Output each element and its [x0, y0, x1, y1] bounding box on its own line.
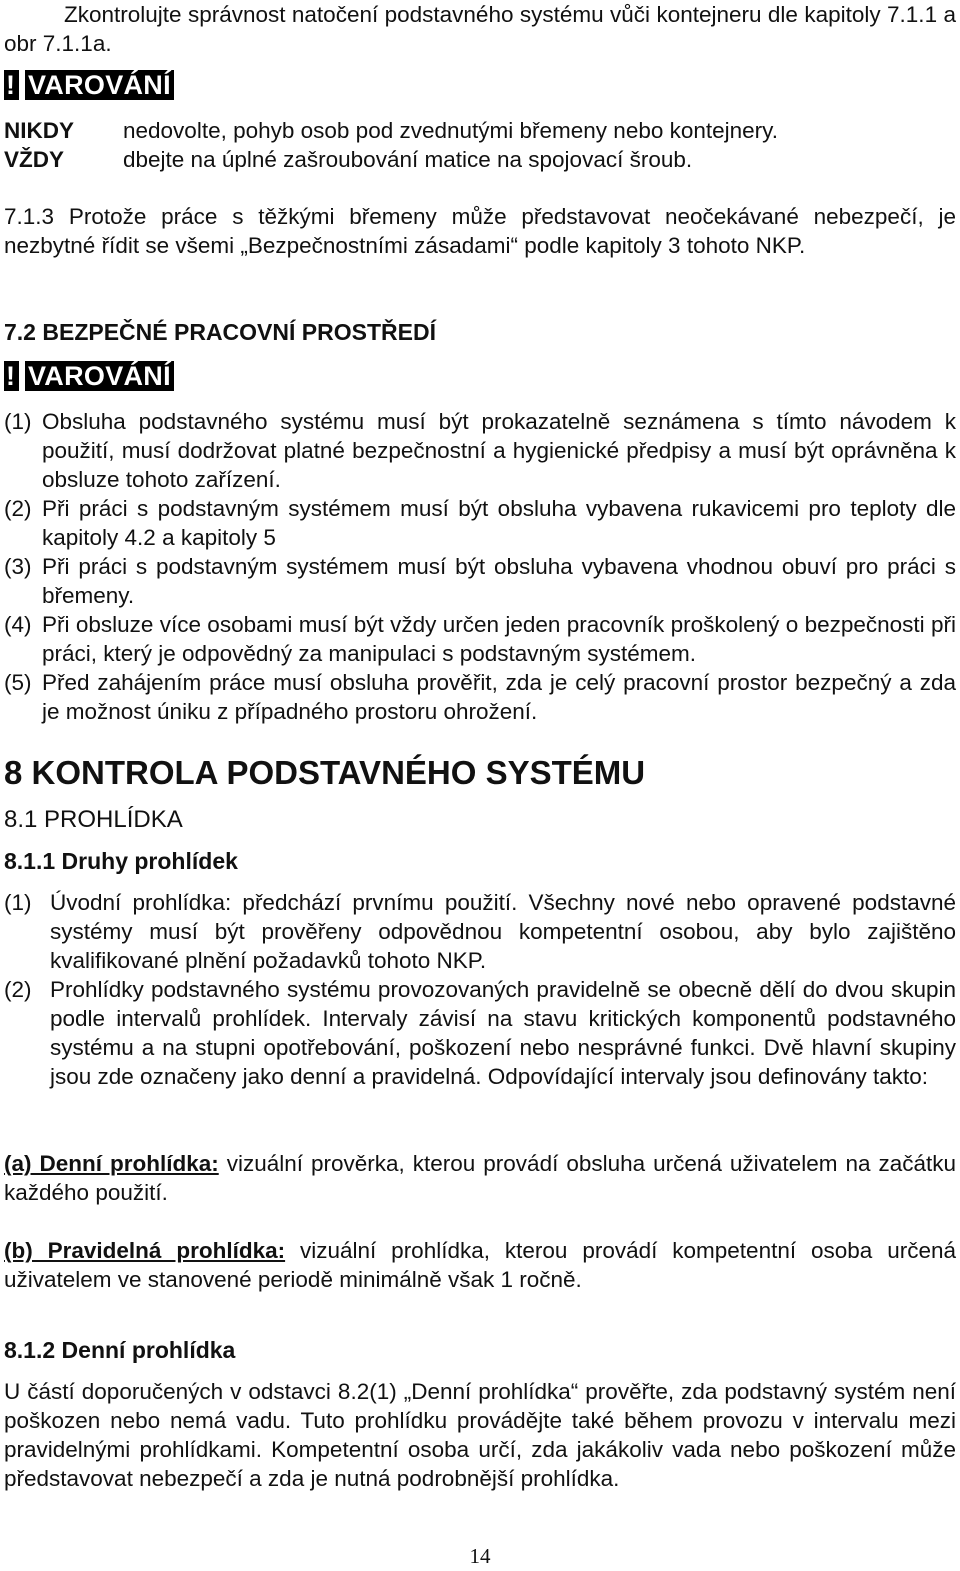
section-heading-7-2: 7.2 BEZPEČNÉ PRACOVNÍ PROSTŘEDÍ: [4, 319, 436, 345]
warning-row-key: VŽDY: [4, 147, 65, 172]
subsection-heading-8-1-2: 8.1.2 Denní prohlídka: [4, 1337, 236, 1363]
list-item-text: Při obsluze více osobami musí být vždy určen jeden pracovník proškolený o bezpečnosti při práci, který je odpovědný za manipulaci s podstavným systémem.: [42, 612, 956, 666]
warning-banner: [4, 68, 174, 102]
list-item-number: (2): [4, 496, 32, 521]
warning-exclamation-icon: !: [4, 70, 19, 100]
list-item-number: (3): [4, 554, 32, 579]
warning-row-text: dbejte na úplné zašroubování matice na spojovací šroub.: [123, 147, 693, 172]
subsection-heading-8-1-1: 8.1.1 Druhy prohlídek: [4, 848, 238, 874]
list-item-text: Prohlídky podstavného systému provozovaných pravidelně se obecně dělí do dvou skupin podle intervalů prohlídek. Intervaly závisí na stavu kritických komponentů podstavného systému a na stupni opotřebování, poškození nebo nesprávné funkci. Dvě hlavní skupiny jsou zde označeny jako denní a pravidelná. Odpovídající intervaly jsou definovány takto:: [50, 977, 956, 1089]
warning-label: VAROVÁNÍ: [25, 70, 174, 100]
list-item: [4, 407, 956, 494]
list-item-text: Při práci s podstavným systémem musí být obsluha vybavena vhodnou obuví pro práci s břemeny.: [42, 554, 956, 608]
page-number: 14: [469, 1544, 491, 1568]
paragraph-daily-inspection: [4, 1149, 956, 1207]
warning-label: VAROVÁNÍ: [25, 361, 174, 391]
paragraph-7-1-3: 7.1.3 Protože práce s těžkými břemeny může představovat neočekávané nebezpečí, je nezbytné řídit se všemi „Bezpečnostními zásadami“ podle kapitoly 3 tohoto NKP.: [4, 204, 956, 258]
periodic-inspection-label: (b) Pravidelná prohlídka:: [4, 1238, 286, 1263]
chapter-heading-8: 8 KONTROLA PODSTAVNÉHO SYSTÉMU: [4, 754, 646, 791]
list-item: [4, 610, 956, 668]
intro-paragraph: Zkontrolujte správnost natočení podstavného systému vůči kontejneru dle kapitoly 7.1.1 a obr 7.1.1a.: [4, 2, 956, 56]
list-item-number: (1): [4, 409, 32, 434]
list-item: [4, 668, 956, 726]
paragraph-periodic-inspection: [4, 1236, 956, 1294]
daily-inspection-text: vizuální prověrka, kterou provádí obsluha určená uživatelem na začátku každého použití.: [4, 1151, 956, 1205]
warning-row-text: nedovolte, pohyb osob pod zvednutými břemeny nebo kontejnery.: [123, 118, 779, 143]
list-item-text: Při práci s podstavným systémem musí být obsluha vybavena rukavicemi pro teploty dle kapitoly 4.2 a kapitoly 5: [42, 496, 956, 550]
list-item: [4, 888, 956, 975]
list-item-text: Obsluha podstavného systému musí být prokazatelně seznámena s tímto návodem k použití, musí dodržovat platné bezpečnostní a hygienické předpisy a musí být oprávněna k obsluze tohoto zařízení.: [42, 409, 956, 492]
list-item-number: (2): [4, 977, 32, 1002]
warning-exclamation-icon: !: [4, 361, 19, 391]
periodic-inspection-text: vizuální prohlídka, kterou provádí kompetentní osoba určená uživatelem ve stanovené periodě minimálně však 1 ročně.: [4, 1238, 956, 1292]
paragraph-8-1-2: U částí doporučených v odstavci 8.2(1) „Denní prohlídka“ prověřte, zda podstavný systém není poškozen nebo nemá vadu. Tuto prohlídku provádějte také během provozu v intervalu mezi pravidelnými prohlídkami. Kompetentní osoba určí, zda jakákoliv vada nebo poškození může představovat nebezpečí a zda je nutná podrobnější prohlídka.: [4, 1379, 956, 1491]
warning-row-key: NIKDY: [4, 118, 75, 143]
list-item-text: Před zahájením práce musí obsluha prověřit, zda je celý pracovní prostor bezpečný a zda je možnost úniku z případného prostoru ohrožení.: [42, 670, 956, 724]
list-item: [4, 552, 956, 610]
warning-banner: [4, 359, 174, 393]
list-item-number: (1): [4, 890, 32, 915]
list-item-number: (5): [4, 670, 32, 695]
list-item-text: Úvodní prohlídka: předchází prvnímu použití. Všechny nové nebo opravené podstavné systémy musí být prověřeny odpovědnou kompetentní osobou, aby bylo zajištěno kvalifikované plnění požadavků tohoto NKP.: [50, 890, 956, 973]
list-item: [4, 494, 956, 552]
list-item-number: (4): [4, 612, 32, 637]
daily-inspection-label: (a) Denní prohlídka:: [4, 1151, 219, 1176]
list-item: [4, 975, 956, 1091]
section-heading-8-1: 8.1 PROHLÍDKA: [4, 806, 183, 833]
